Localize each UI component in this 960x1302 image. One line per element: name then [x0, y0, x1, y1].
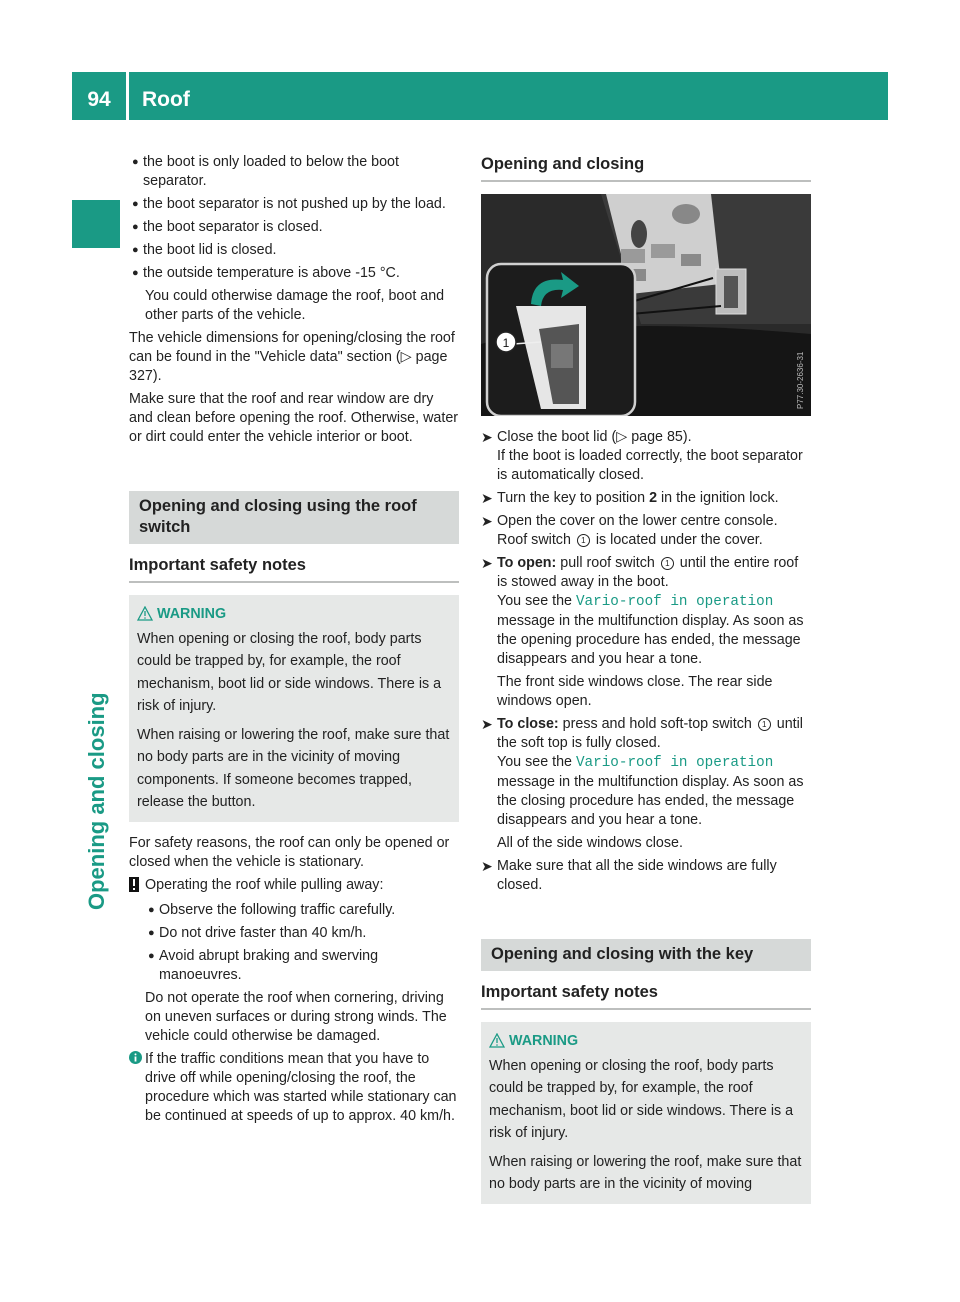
callout-1-icon: 1: [758, 718, 771, 731]
center-console-illustration: [481, 194, 811, 416]
caution-note: Operating the roof while pulling away:: [129, 876, 459, 895]
callout-1-icon: 1: [661, 557, 674, 570]
chapter-tab: [84, 600, 114, 910]
list-item: ● Avoid abrupt braking and swerving manoeuvres.: [148, 947, 379, 983]
roof-switch-figure: [481, 194, 811, 416]
dimensions-text: The vehicle dimensions for opening/closing the roof can be found in the "Vehicle data" section (▷ page 327).: [129, 330, 455, 384]
instruction-step: ➤ Close the boot lid (▷ page 85). If the boot is loaded correctly, the boot separator is automatically closed.: [481, 429, 803, 483]
warning-title: WARNING: [489, 1030, 803, 1053]
subsection-heading: Important safety notes: [481, 981, 811, 1010]
list-item: ● the boot separator is not pushed up by the load.: [132, 196, 446, 212]
page-number: 94: [87, 88, 111, 111]
warning-box: [481, 1022, 811, 1204]
instruction-step: ➤ To close: press and hold soft-top switch 1 until the soft top is fully closed. You see the Vario-roof in operation message in the multifunction display. As soon as the closing procedure has ended, the message disappears and you hear a tone. All of the side windows close.: [481, 716, 804, 851]
page-ref-link[interactable]: page 85).: [627, 429, 692, 445]
section-heading: Opening and closing with the key: [481, 939, 811, 971]
list-item: ● the boot is only loaded to below the boot separator.: [132, 154, 399, 189]
caution-icon: [129, 877, 139, 898]
info-icon: [129, 1051, 142, 1070]
page-ref-arrow-icon: ▷: [400, 349, 412, 365]
step-arrow-icon: ➤: [481, 490, 493, 506]
step-arrow-icon: ➤: [481, 429, 493, 445]
list-item: ● the boot lid is closed.: [132, 242, 277, 258]
list-item: ● Observe the following traffic carefully.: [148, 901, 396, 918]
display-message: Vario-roof in operation: [575, 755, 774, 771]
step-arrow-icon: ➤: [481, 555, 493, 571]
step-arrow-icon: ➤: [481, 858, 493, 874]
warning-triangle-icon: [489, 1033, 505, 1048]
caution-text: Do not operate the roof when cornering, driving on uneven surfaces or during strong winds. The vehicle could otherwise be damaged.: [145, 989, 447, 1044]
figure-code: P77.30-2636-31: [796, 351, 805, 409]
safety-text: For safety reasons, the roof can only be opened or closed when the vehicle is stationary.: [129, 834, 450, 870]
subsection-heading: Opening and closing: [481, 153, 811, 182]
warning-triangle-icon: [137, 606, 153, 621]
step-arrow-icon: ➤: [481, 513, 493, 529]
list-item: ● the outside temperature is above -15 °C.: [132, 265, 400, 281]
info-note: If the traffic conditions mean that you have to drive off while opening/closing the roof, the procedure which was started while stationary can be continued at speeds of up to approx. 40 km/h.: [129, 1050, 459, 1126]
page-ref-arrow-icon: ▷: [616, 429, 628, 445]
instruction-step: ➤ Open the cover on the lower centre console. Roof switch 1 is located under the cover.: [481, 513, 778, 548]
list-item: ● the boot separator is closed.: [132, 219, 323, 235]
display-message: Vario-roof in operation: [575, 594, 774, 610]
otherwise-text: You could otherwise damage the roof, boot and other parts of the vehicle.: [145, 288, 445, 323]
figure-callout: 1: [502, 336, 510, 350]
chapter-tab-label: Opening and closing: [84, 692, 109, 910]
list-item: ● Do not drive faster than 40 km/h.: [148, 924, 367, 941]
right-column: [481, 153, 811, 1216]
instruction-step: ➤ Make sure that all the side windows are fully closed.: [481, 858, 777, 893]
left-column: [129, 153, 459, 1132]
warning-text: When raising or lowering the roof, make sure that no body parts are in the vicinity of moving: [489, 1153, 802, 1192]
header-divider: [126, 72, 129, 120]
instruction-step: ➤ Turn the key to position 2 in the ignition lock.: [481, 490, 779, 506]
make-sure-text: Make sure that the roof and rear window are dry and clean before opening the roof. Otherwise, water or dirt could enter the vehicle interior or boot.: [129, 391, 459, 445]
page-ref-link[interactable]: page 327).: [129, 349, 448, 384]
instruction-step: ➤ To open: pull roof switch 1 until the entire roof is stowed away in the boot. You see the Vario-roof in operation message in the multifunction display. As soon as the opening procedure has ended, the message disappears and you hear a tone. The front side windows close. The rear side windows open.: [481, 555, 804, 709]
warning-box: [129, 595, 459, 822]
warning-text: When opening or closing the roof, body parts could be trapped by, for example, the roof mechanism, boot lid or side windows. There is a risk of injury.: [489, 1057, 794, 1141]
page-title: Roof: [142, 88, 190, 111]
chapter-tab-block: [72, 200, 120, 248]
subsection-heading: Important safety notes: [129, 554, 459, 583]
warning-text: When raising or lowering the roof, make sure that no body parts are in the vicinity of moving components. If someone becomes trapped, release the button.: [137, 726, 450, 810]
warning-title: WARNING: [137, 603, 451, 626]
callout-1-icon: 1: [577, 534, 590, 547]
step-arrow-icon: ➤: [481, 716, 493, 732]
page-header: [72, 72, 888, 120]
section-heading: Opening and closing using the roof switch: [129, 491, 459, 544]
warning-text: When opening or closing the roof, body parts could be trapped by, for example, the roof mechanism, boot lid or side windows. There is a risk of injury.: [137, 630, 442, 714]
